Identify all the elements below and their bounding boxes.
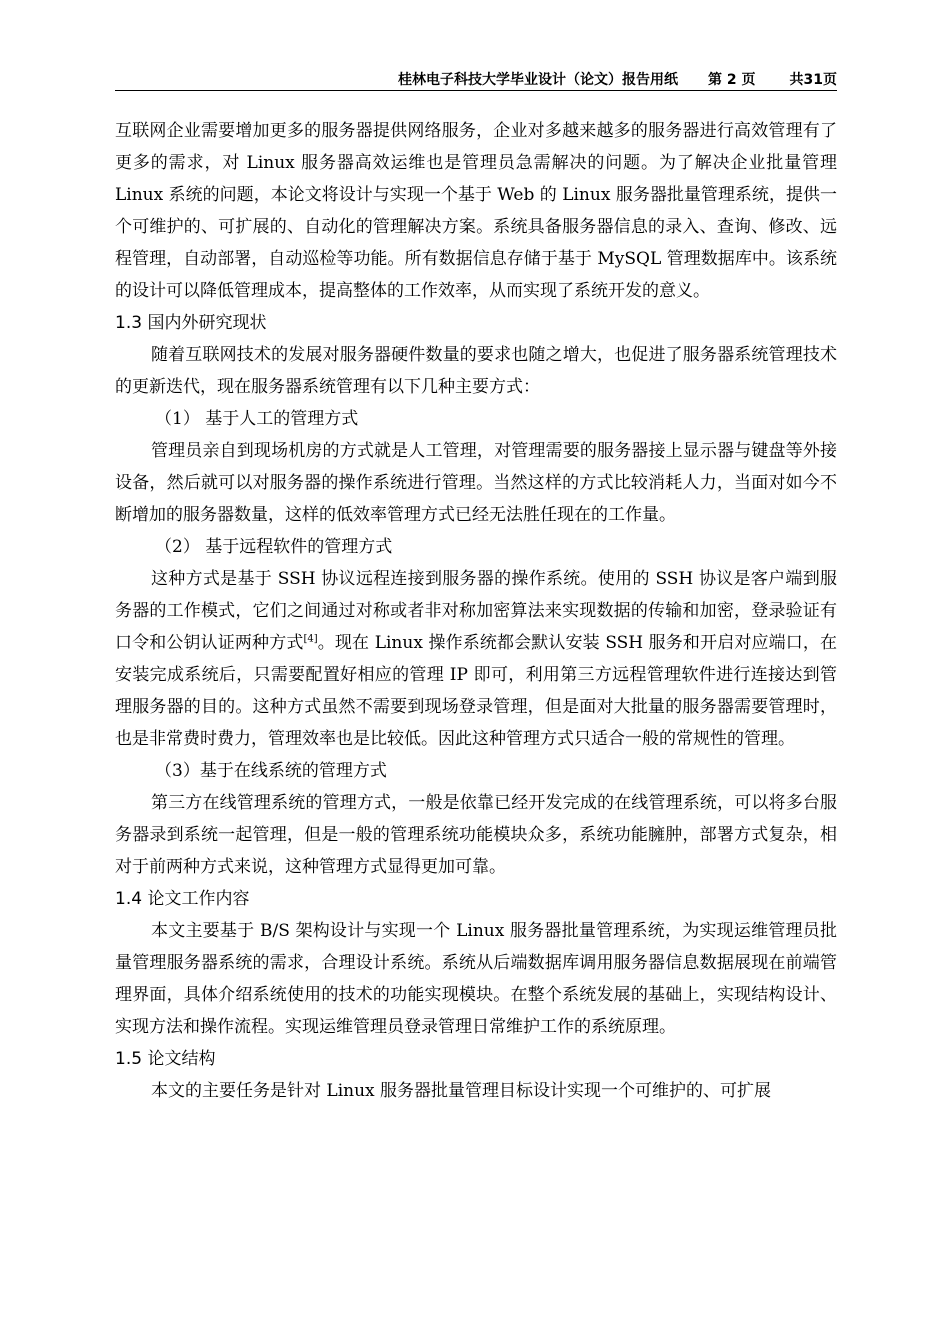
header-title: 桂林电子科技大学毕业设计（论文）报告用纸 — [398, 72, 678, 88]
page-header — [115, 66, 837, 91]
header-page-number: 第 2 页 — [708, 72, 756, 88]
paragraph-structure: 本文的主要任务是针对 Linux 服务器批量管理目标设计实现一个可维护的、可扩展 — [151, 1081, 772, 1101]
paragraph-remote-part1: 这种方式是基于 SSH 协议远程连接到服务器的操作系统。使用的 SSH 协议是客户端到服务器的工作模式，它们之间通过对称或者非对称加密算法来实现数据的传输和加密，登录验证有口令和公钥认证两种方式 — [115, 569, 837, 653]
paragraph-remote-part2: 。现在 Linux 操作系统都会默认安装 SSH 服务和开启对应端口，在安装完成系统后，只需要配置好相应的管理 IP 即可，利用第三方远程管理软件进行连接达到管理服务器的目的。这种方式虽然不需要到现场登录管理，但是面对大批量的服务器需要管理时，也是非常费时费力，管理效率也是比较低。因此这种管理方式只适合一般的常规性的管理。 — [115, 633, 837, 749]
paragraph-research-status: 随着互联网技术的发展对服务器硬件数量的要求也随之增大，也促进了服务器系统管理技术的更新迭代，现在服务器系统管理有以下几种主要方式： — [115, 345, 837, 397]
paragraph-online: 第三方在线管理系统的管理方式，一般是依靠已经开发完成的在线管理系统，可以将多台服务器录到系统一起管理，但是一般的管理系统功能模块众多，系统功能臃肿，部署方式复杂，相对于前两种方式来说，这种管理方式显得更加可靠。 — [115, 793, 837, 877]
list-item-online: （3）基于在线系统的管理方式 — [155, 761, 387, 781]
section-heading-1-4: 1.4 论文工作内容 — [115, 889, 250, 909]
paragraph-work-content: 本文主要基于 B/S 架构设计与实现一个 Linux 服务器批量管理系统，为实现运维管理员批量管理服务器系统的需求，合理设计系统。系统从后端数据库调用服务器信息数据展现在前端管理界面，具体介绍系统使用的技术的功能实现模块。在整个系统发展的基础上，实现结构设计、实现方法和操作流程。实现运维管理员登录管理日常维护工作的系统原理。 — [115, 921, 837, 1037]
document-body — [115, 115, 837, 1107]
paragraph-manual: 管理员亲自到现场机房的方式就是人工管理，对管理需要的服务器接上显示器与键盘等外接设备，然后就可以对服务器的操作系统进行管理。当然这样的方式比较消耗人力，当面对如今不断增加的服务器数量，这样的低效率管理方式已经无法胜任现在的工作量。 — [115, 441, 837, 525]
citation-4: [4] — [303, 633, 318, 645]
paragraph-intro-continued: 互联网企业需要增加更多的服务器提供网络服务，企业对多越来越多的服务器进行高效管理有了更多的需求，对 Linux 服务器高效运维也是管理员急需解决的问题。为了解决企业批量管理 Linux 系统的问题，本论文将设计与实现一个基于 Web 的 Linux 服务器批量管理系统，提供一个可维护的、可扩展的、自动化的管理解决方案。系统具备服务器信息的录入、查询、修改、远程管理，自动部署，自动巡检等功能。所有数据信息存储于基于 MySQL 管理数据库中。该系统的设计可以降低管理成本，提高整体的工作效率，从而实现了系统开发的意义。 — [115, 121, 837, 301]
list-item-manual: （1） 基于人工的管理方式 — [155, 409, 359, 429]
section-heading-1-5: 1.5 论文结构 — [115, 1049, 216, 1069]
list-item-remote: （2） 基于远程软件的管理方式 — [155, 537, 393, 557]
paragraph-remote — [115, 563, 837, 755]
section-heading-1-3: 1.3 国内外研究现状 — [115, 313, 267, 333]
header-total-pages: 共31页 — [789, 72, 837, 88]
